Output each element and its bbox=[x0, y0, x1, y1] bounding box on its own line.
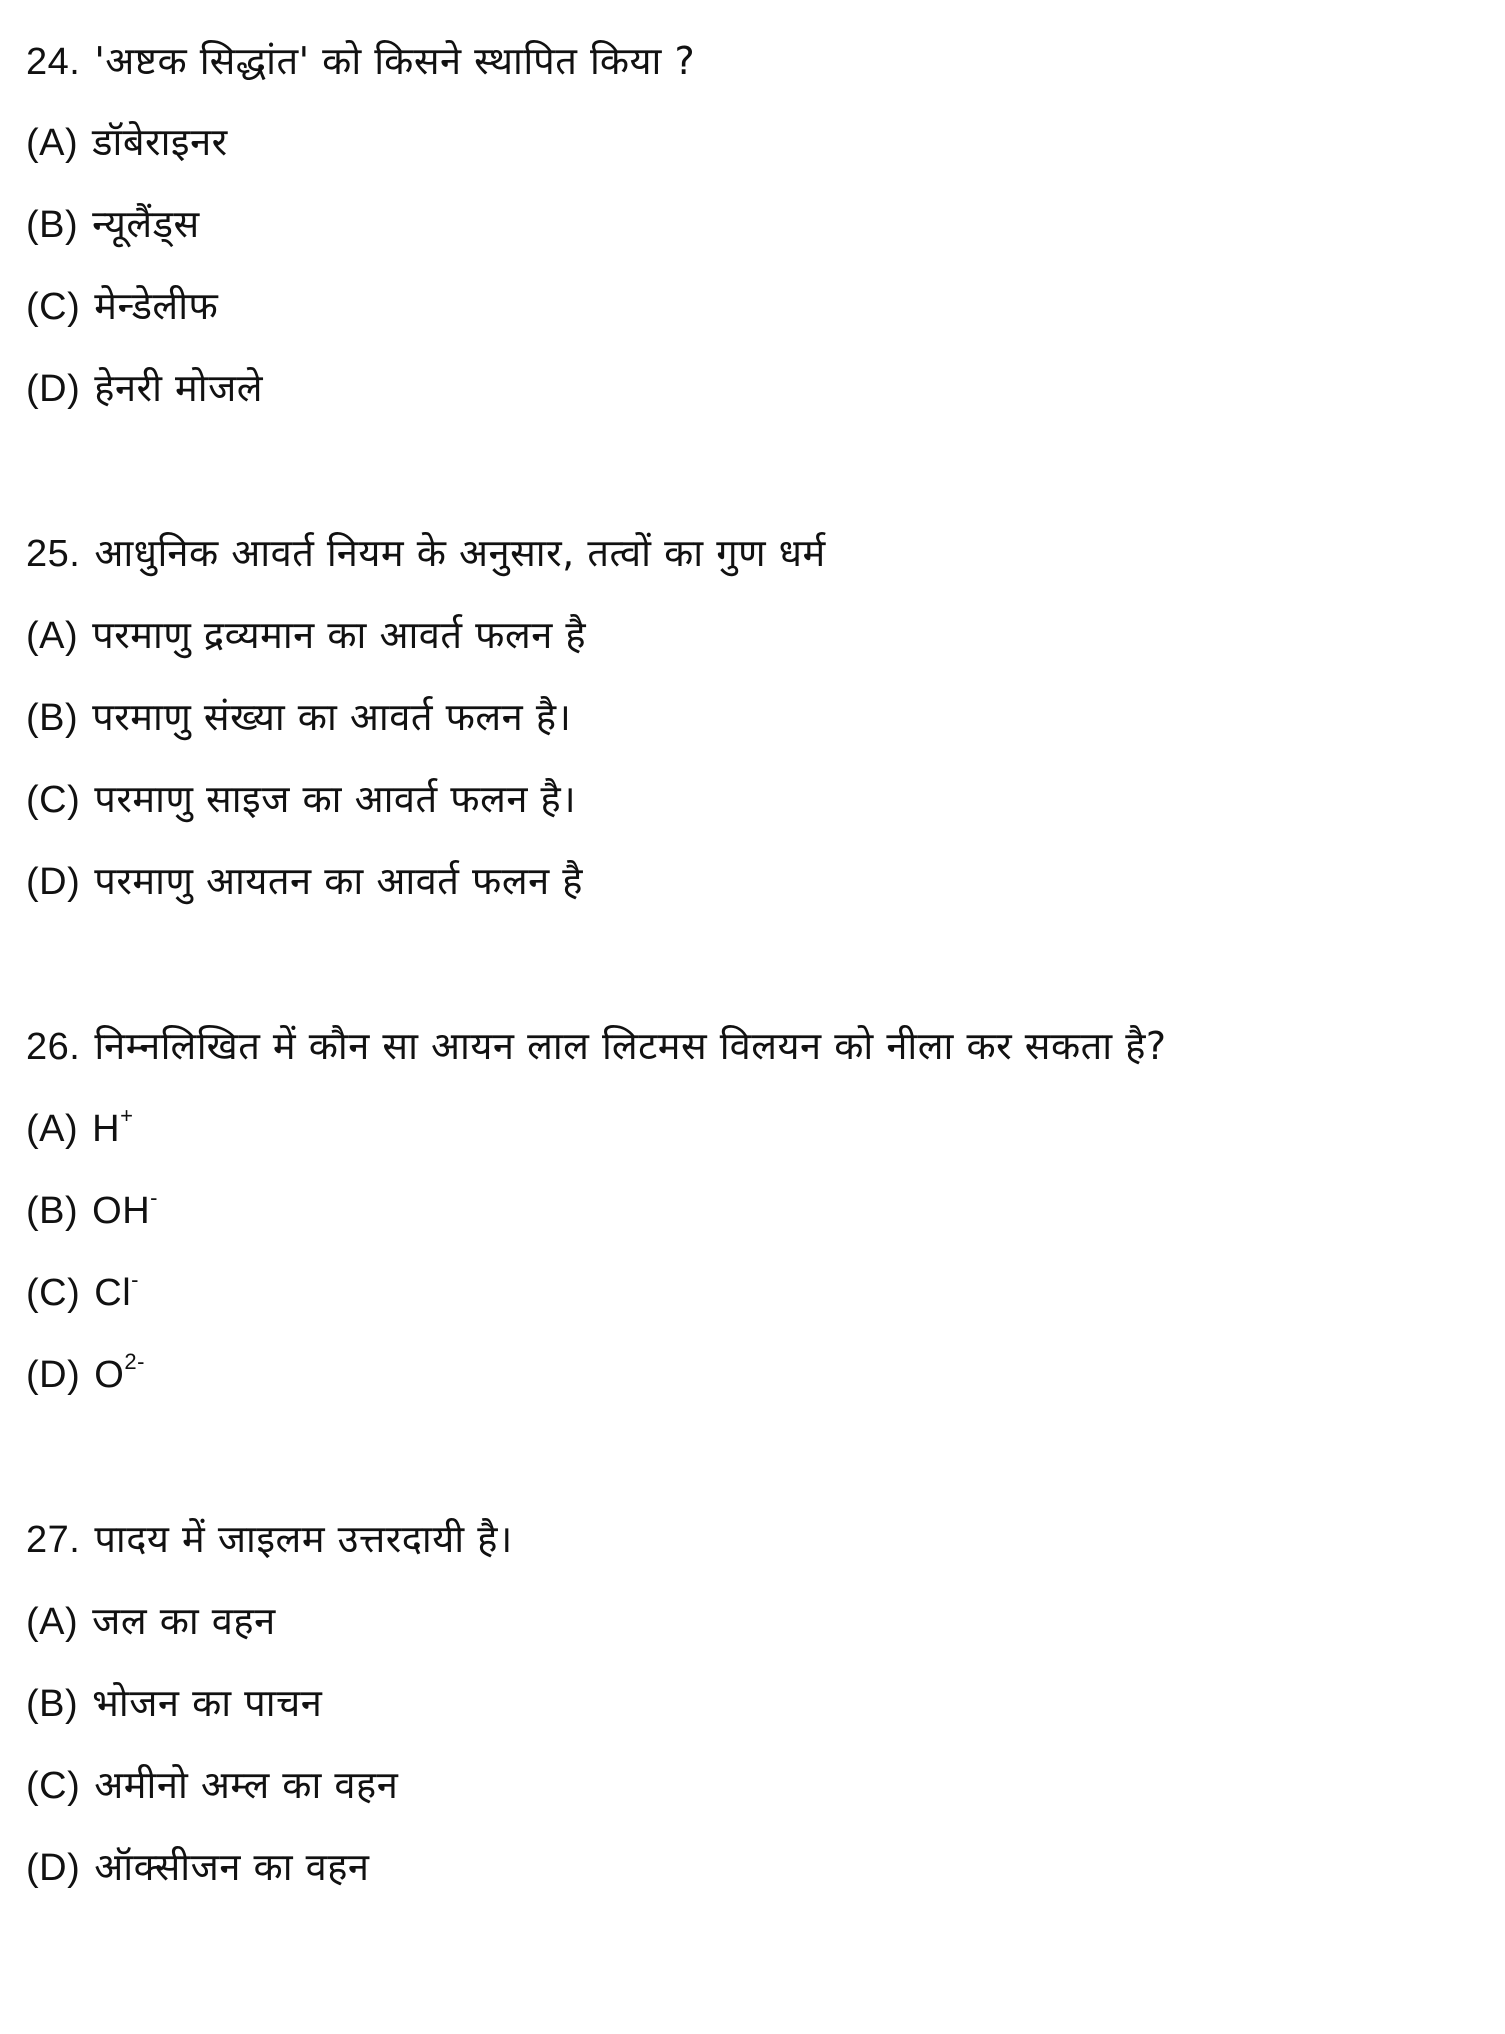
option-letter: (A) bbox=[26, 615, 79, 657]
question-27 bbox=[26, 1514, 513, 1565]
question-text: पादय में जाइलम उत्तरदायी है। bbox=[94, 1517, 513, 1561]
question-number: 26. bbox=[26, 1026, 81, 1068]
option-letter: (C) bbox=[26, 1272, 81, 1314]
option-text: परमाणु साइज का आवर्त फलन है। bbox=[94, 777, 577, 821]
option-text: ऑक्सीजन का वहन bbox=[94, 1845, 370, 1889]
option-24-a bbox=[26, 117, 228, 168]
option-letter: (D) bbox=[26, 368, 81, 410]
question-number: 25. bbox=[26, 533, 81, 575]
option-text: जल का वहन bbox=[92, 1599, 276, 1643]
option-25-d bbox=[26, 856, 583, 907]
question-text: आधुनिक आवर्त नियम के अनुसार, तत्वों का गुण धर्म bbox=[94, 531, 826, 575]
option-text: भोजन का पाचन bbox=[92, 1681, 323, 1725]
question-number: 24. bbox=[26, 41, 81, 83]
option-text: मेन्डेलीफ bbox=[94, 284, 219, 328]
ion-formula bbox=[94, 1267, 139, 1314]
option-26-a bbox=[26, 1103, 133, 1154]
option-text: परमाणु आयतन का आवर्त फलन है bbox=[94, 859, 583, 903]
question-number: 27. bbox=[26, 1519, 81, 1561]
ion-charge: + bbox=[120, 1103, 134, 1128]
option-text: परमाणु संख्या का आवर्त फलन है। bbox=[92, 695, 572, 739]
option-letter: (A) bbox=[26, 122, 79, 164]
option-24-c bbox=[26, 281, 218, 332]
option-25-b bbox=[26, 692, 571, 743]
option-letter: (B) bbox=[26, 204, 79, 246]
question-text: निम्नलिखित में कौन सा आयन लाल लिटमस विलयन को नीला कर सकता है? bbox=[94, 1024, 1167, 1068]
option-27-a bbox=[26, 1596, 276, 1647]
option-letter: (D) bbox=[26, 1354, 81, 1396]
option-letter: (D) bbox=[26, 1847, 81, 1889]
question-26 bbox=[26, 1021, 1167, 1072]
option-text: हेनरी मोजले bbox=[94, 366, 264, 410]
option-24-b bbox=[26, 199, 200, 250]
option-text: न्यूलैंड्स bbox=[92, 202, 200, 246]
question-text: 'अष्टक सिद्धांत' को किसने स्थापित किया ? bbox=[94, 39, 696, 83]
option-25-a bbox=[26, 610, 586, 661]
question-24 bbox=[26, 36, 695, 87]
option-25-c bbox=[26, 774, 576, 825]
ion-formula bbox=[92, 1103, 134, 1150]
ion-formula bbox=[94, 1349, 145, 1396]
option-26-c bbox=[26, 1267, 139, 1318]
option-letter: (C) bbox=[26, 1765, 81, 1807]
ion-base: O bbox=[94, 1354, 125, 1396]
ion-base: H bbox=[92, 1108, 121, 1150]
ion-formula bbox=[92, 1185, 158, 1232]
question-25 bbox=[26, 528, 826, 579]
ion-charge: 2- bbox=[124, 1349, 145, 1374]
option-27-c bbox=[26, 1760, 398, 1811]
option-letter: (B) bbox=[26, 1190, 79, 1232]
option-letter: (A) bbox=[26, 1108, 79, 1150]
option-27-d bbox=[26, 1842, 370, 1893]
option-26-d bbox=[26, 1349, 145, 1400]
option-letter: (B) bbox=[26, 1683, 79, 1725]
option-letter: (B) bbox=[26, 697, 79, 739]
option-text: परमाणु द्रव्यमान का आवर्त फलन है bbox=[92, 613, 587, 657]
ion-charge: - bbox=[131, 1267, 139, 1292]
option-letter: (C) bbox=[26, 286, 81, 328]
option-26-b bbox=[26, 1185, 158, 1236]
ion-charge: - bbox=[150, 1185, 158, 1210]
option-27-b bbox=[26, 1678, 322, 1729]
option-24-d bbox=[26, 363, 263, 414]
ion-base: OH bbox=[92, 1190, 151, 1232]
ion-base: Cl bbox=[94, 1272, 132, 1314]
option-text: अमीनो अम्ल का वहन bbox=[94, 1763, 399, 1807]
option-text: डॉबेराइनर bbox=[92, 120, 228, 164]
option-letter: (A) bbox=[26, 1601, 79, 1643]
option-letter: (C) bbox=[26, 779, 81, 821]
option-letter: (D) bbox=[26, 861, 81, 903]
